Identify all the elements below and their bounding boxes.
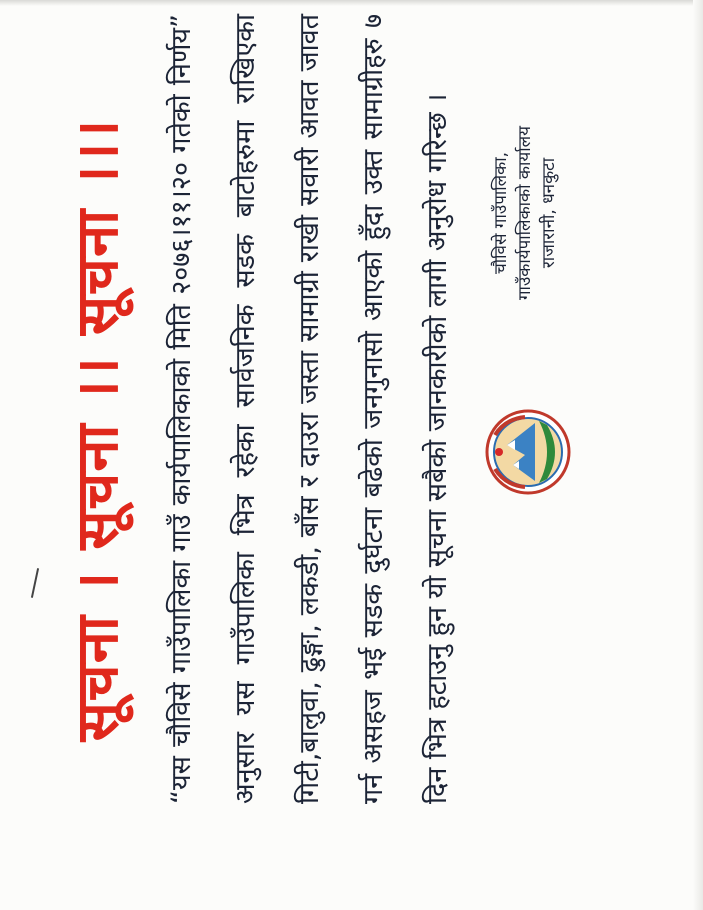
signature-block [485,35,575,495]
municipality-emblem-icon [485,409,571,495]
notice-body: “यस चौविसे गाउँपालिका गाउँ कार्यपालिकाको मिति २०७६।११।२० गतेको निर्णय” अनुसार यस गाउँपालिका भित्र रहेका सार्वजनिक सडक बाटोहरुमा राखिएका गिटी,बालुवा, ढुङ्गा, लकडी, बाँस र दाउरा जस्ता सामाग्री राखी सवारी आवत जावत गर्न असहज भई सडक दुर्घटना बढेको जनगुनासो आएको हुँदा उक्त सामाग्रीहरु ७ दिन भित्र हटाउनु हुन यो सूचना सबैको जानकारीको लागी अनुरोध गरिन्छ । [166,14,453,804]
office-department: गाउँकार्यपालिकाको कार्यालय [515,125,535,301]
office-location: राजारानी, धनकुटा [539,157,559,269]
office-name: चौविसे गाउँपालिका, [491,151,511,275]
office-address [489,43,561,383]
notice-title: सूचना । सूचना ।। सूचना ।।। [63,118,131,742]
